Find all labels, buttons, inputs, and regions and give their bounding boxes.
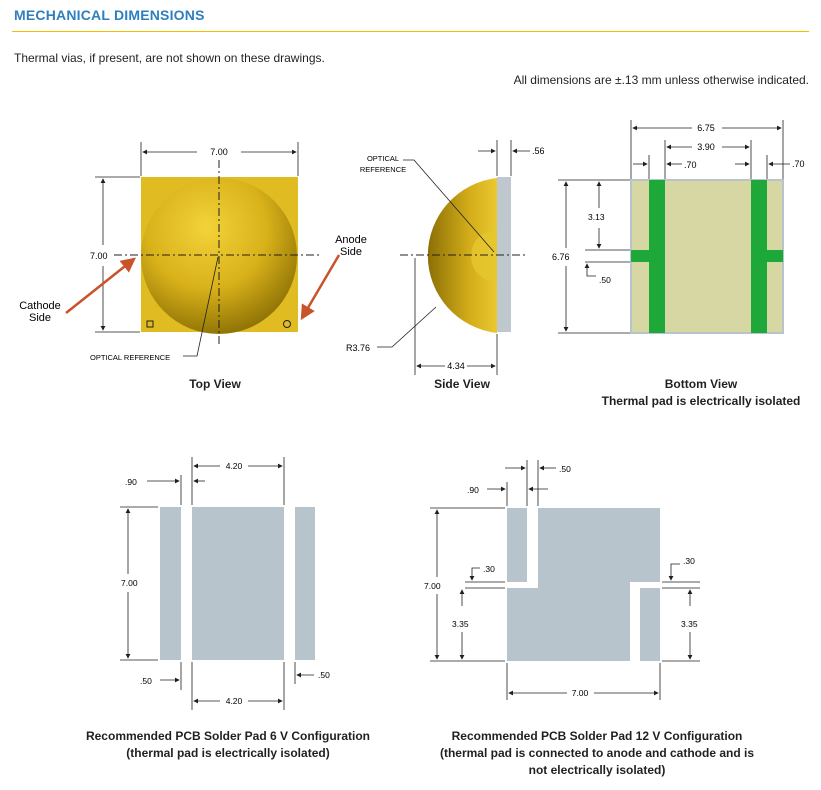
pad12-right-low-dim: 3.35 <box>681 619 698 629</box>
pad6-right <box>295 507 315 660</box>
bottom-height-dim: 6.76 <box>552 252 570 262</box>
side-optical-ref-label: OPTICAL <box>366 154 400 163</box>
anode-label-2: Side <box>339 246 363 258</box>
pad12-caption-3: not electrically isolated) <box>528 763 666 777</box>
side-view-caption: Side View <box>434 377 490 391</box>
pad6-caption-2: (thermal pad is electrically isolated) <box>126 746 330 760</box>
bottom-center-dim: 3.13 <box>588 212 605 222</box>
cathode-arrow <box>66 259 134 313</box>
cathode-label-2: Side <box>28 312 52 324</box>
pad12-gap-dim: .90 <box>467 485 479 495</box>
pad-12v-view <box>424 460 700 700</box>
thermal-vias-note: Thermal vias, if present, are not shown on these drawings. <box>14 51 325 65</box>
section-title: MECHANICAL DIMENSIONS <box>14 7 205 23</box>
side-width-label: 4.34 <box>447 361 465 371</box>
side-radius-label: R3.76 <box>346 343 371 353</box>
bottom-view-caption-2: Thermal pad is electrically isolated <box>601 394 801 408</box>
bottom-view-caption: Bottom View <box>664 377 738 391</box>
pad12-step-left-dim: .30 <box>483 564 495 574</box>
pad6-center <box>192 507 284 660</box>
cathode-label: Cathode <box>19 300 61 312</box>
pad6-gap-dim: .90 <box>125 477 137 487</box>
bottom-overall-dim: 6.75 <box>697 123 715 133</box>
anode-arrow <box>302 255 339 318</box>
tolerance-note: All dimensions are ±.13 mm unless otherwise indicated. <box>513 73 809 87</box>
bottom-right-pad-dim: .70 <box>792 159 805 169</box>
pad-6v-view <box>120 457 330 710</box>
top-view-height-label: 7.00 <box>90 251 108 261</box>
pad6-left-pad-dim: .50 <box>140 676 152 686</box>
pad6-bottom-dim: 4.20 <box>225 696 243 706</box>
pad12-left-low-dim: 3.35 <box>452 619 469 629</box>
pad12-main <box>507 508 660 661</box>
top-optical-ref-label: OPTICAL REFERENCE <box>90 353 171 362</box>
pad12-step-right-dim: .30 <box>683 556 695 566</box>
pad12-bottom-dim: 7.00 <box>571 688 589 698</box>
top-view-caption: Top View <box>189 377 241 391</box>
pad6-right-pad-dim: .50 <box>318 670 330 680</box>
bottom-slot-dim: .50 <box>599 275 611 285</box>
anode-label: Anode <box>335 234 367 246</box>
pad12-caption-2: (thermal pad is connected to anode and cathode and is <box>439 746 755 760</box>
pad12-upper-left <box>507 508 527 582</box>
side-view <box>346 140 545 375</box>
pad12-lower-right <box>640 588 660 661</box>
bottom-view <box>552 120 805 333</box>
pad6-top-dim: 4.20 <box>225 461 243 471</box>
side-optical-ref-label-2: REFERENCE <box>359 165 407 174</box>
pad6-height-dim: 7.00 <box>121 578 138 588</box>
pad12-top-dim: .50 <box>559 464 571 474</box>
bottom-inner-dim: 3.90 <box>697 142 715 152</box>
pad12-caption: Recommended PCB Solder Pad 12 V Configuration <box>451 729 743 743</box>
bottom-left-pad-dim: .70 <box>684 160 697 170</box>
pad12-height-dim: 7.00 <box>424 581 441 591</box>
top-view <box>19 142 367 362</box>
pad6-left <box>160 507 181 660</box>
side-top-dim-label: .56 <box>532 146 545 156</box>
top-view-width-label: 7.00 <box>210 147 228 157</box>
pad6-caption: Recommended PCB Solder Pad 6 V Configuration <box>85 729 371 743</box>
